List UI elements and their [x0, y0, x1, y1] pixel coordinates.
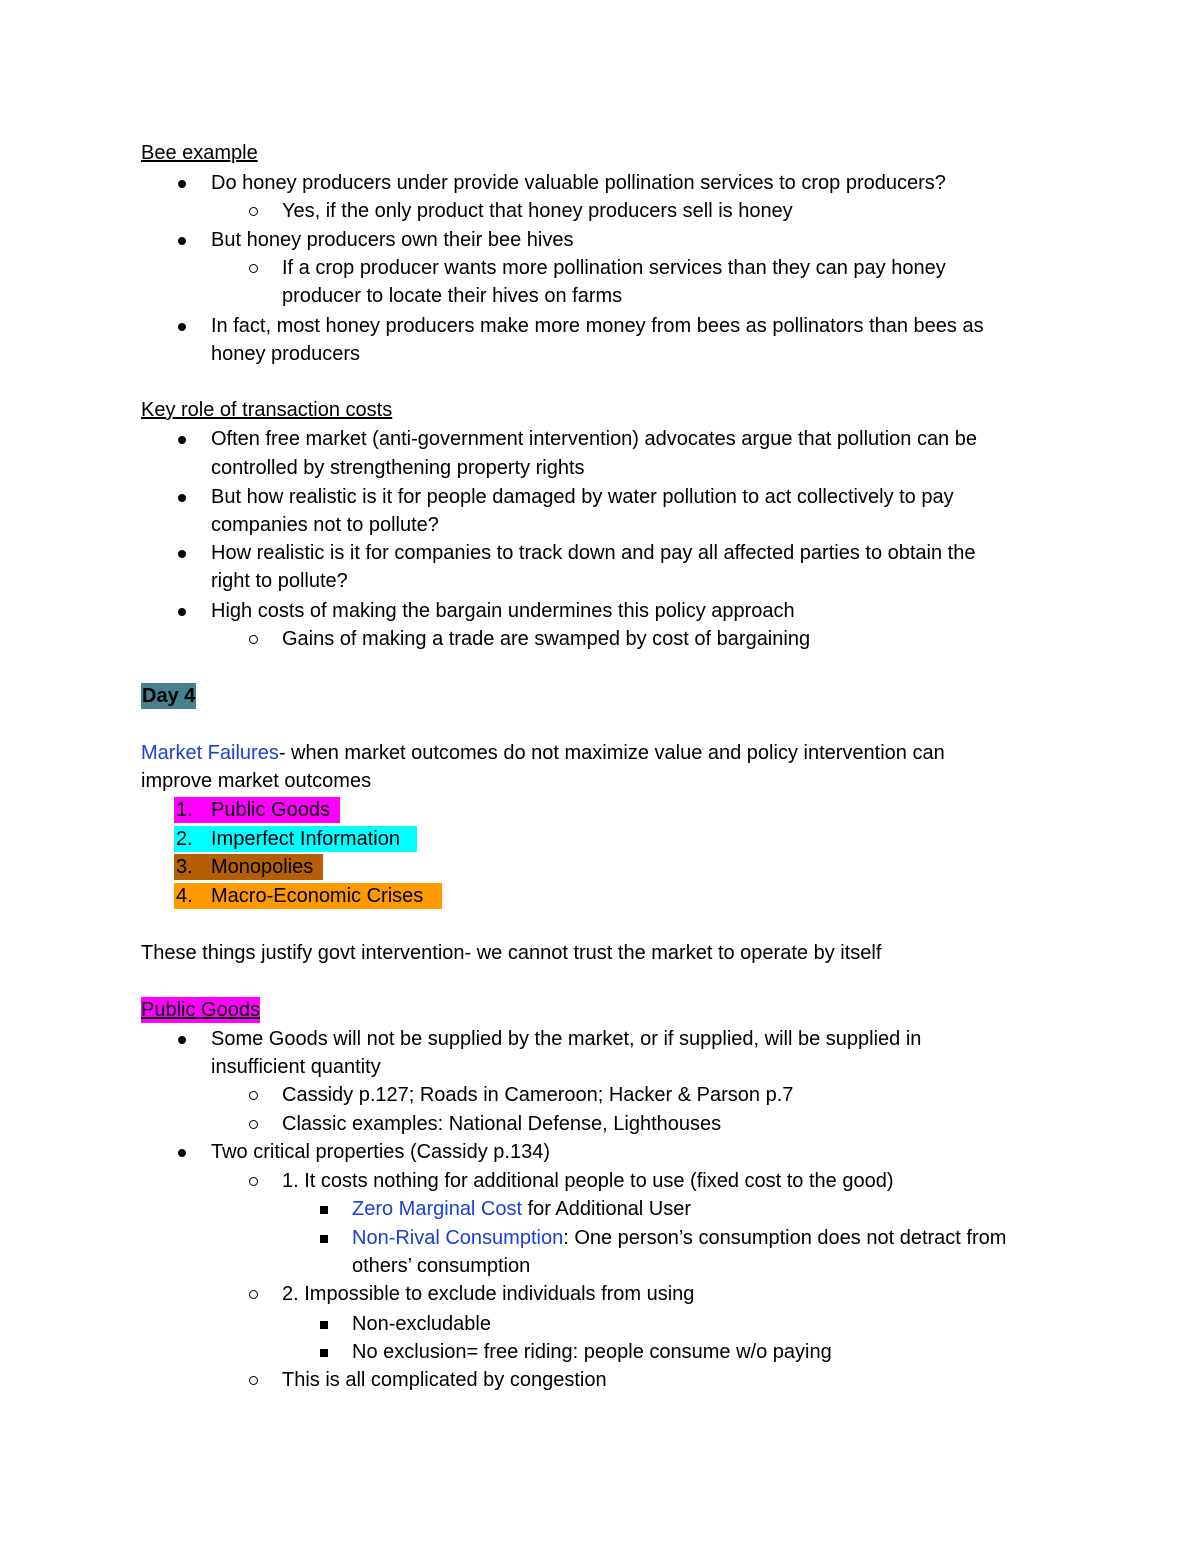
- bullet-disc-icon: [178, 180, 186, 188]
- term-market-failures: Market Failures: [141, 742, 279, 764]
- bullet-disc-icon: [178, 1149, 186, 1157]
- bullet-circle-icon: [249, 635, 258, 644]
- bullet-disc-icon: [178, 608, 186, 616]
- bullet-circle-icon: [249, 1120, 258, 1129]
- bullet-circle-icon: [249, 207, 258, 216]
- bullet-circle-icon: [249, 1376, 258, 1385]
- bullet-circle-icon: [249, 1091, 258, 1100]
- bullet-disc-icon: [178, 323, 186, 331]
- bullet-disc-icon: [178, 237, 186, 245]
- bullet-circle-icon: [249, 264, 258, 273]
- term-non-rival-consumption: Non-Rival Consumption: [352, 1227, 564, 1249]
- bullet-disc-icon: [178, 1036, 186, 1044]
- bullet-disc-icon: [178, 550, 186, 558]
- bullet-circle-icon: [249, 1177, 258, 1186]
- term-zero-marginal-cost: Zero Marginal Cost: [352, 1198, 523, 1220]
- heading-text: Bee example: [141, 142, 258, 164]
- document-page: Bee example Do honey producers under provide valuable pollination services to crop producers? Yes, if the only product that honey producers sell is honey But honey producers own their bee hives If a crop producer wants more pollination services than they can pay honey producer to locate their hives on farms In fact, most honey producers make more money from bees as pollinators than bees as honey producers Key role of transaction costs Often free market (anti-government intervention) advocates argue that pollution can be controlled by strengthening property rights But how realistic is it for people damaged by water pollution to act collectively to pay companies not to pollute? How realistic is it for companies to track down and pay all affected parties to obtain the right to pollute? High costs of making the bargain undermines this policy approach Gains of making a trade are swamped by cost of bargaining Day 4 Market Failures- when market outcomes do not maximize value and policy intervention can improve market outcomes 1. Public Goods 2. Imperfect Information 3. Monopolies 4. Macro-Economic Crises These things justify govt intervention- we cannot trust the market to operate by itself Public Goods Some Goods will not be supplied by the market, or if supplied, will be supplied in insufficient quantity Cassidy p.127; Roads in Cameroon; Hacker & Parson p.7 Classic examples: National Defense, Lighthouses Two critical properties (Cassidy p.134) 1. It costs nothing for additional people to use (fixed cost to the good) Zero Marginal Cost for Additional User Non-Rival Consumption: One person’s consumption does not detract from others’ consumption 2. Impossible to exclude individuals from using Non-excludable No exclusion= free riding: people consume w/o paying This is all complicated by congestion: [0, 0, 1200, 1553]
- bullet-disc-icon: [178, 494, 186, 502]
- bullet-square-icon: [320, 1349, 328, 1357]
- bullet-disc-icon: [178, 436, 186, 444]
- bullet-circle-icon: [249, 1290, 258, 1299]
- bullet-square-icon: [320, 1206, 328, 1214]
- bullet-square-icon: [320, 1235, 328, 1243]
- bullet-square-icon: [320, 1321, 328, 1329]
